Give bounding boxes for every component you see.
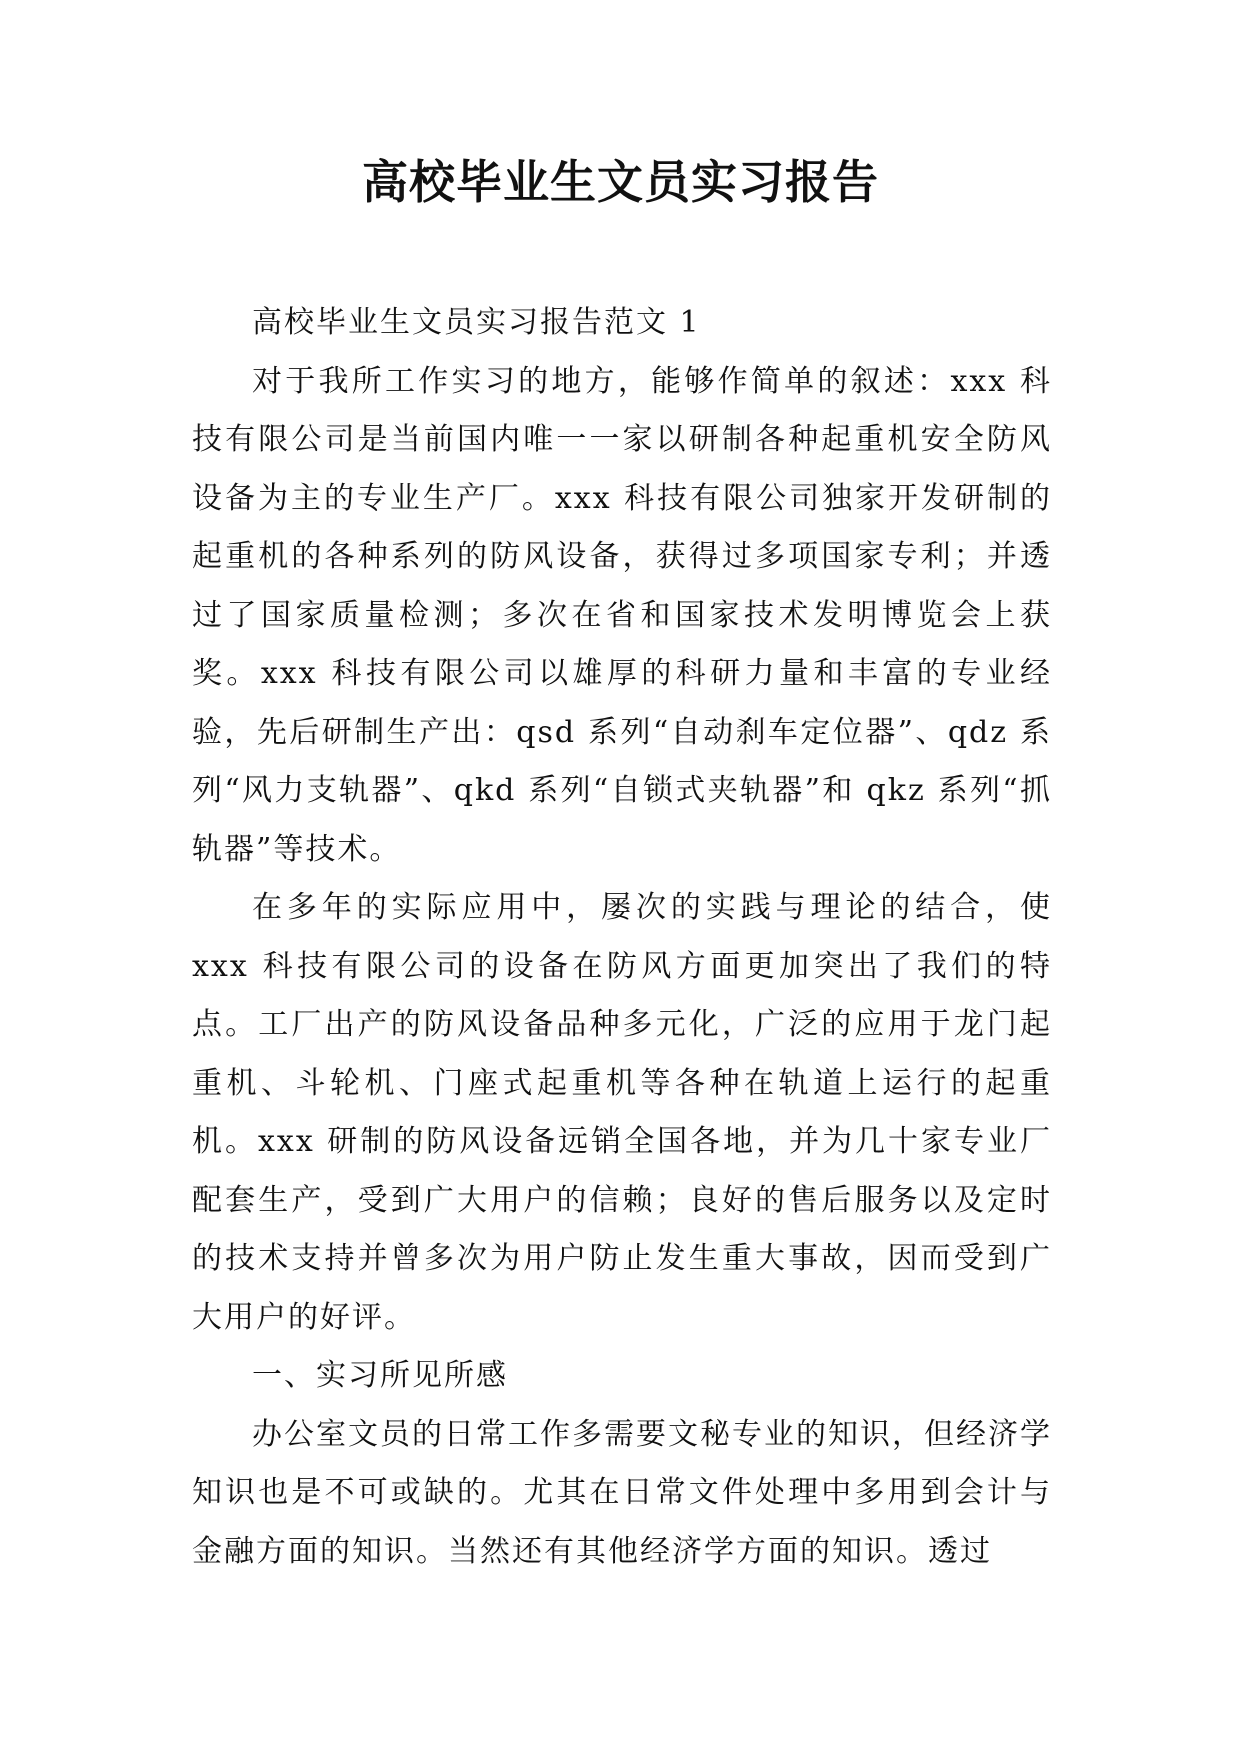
- paragraph-subtitle: 高校毕业生文员实习报告范文 1: [252, 305, 701, 340]
- section-heading: 一、实习所见所感: [252, 1358, 508, 1393]
- paragraph-application: 在多年的实际应用中，屡次的实践与理论的结合，使 xxx 科技有限公司的设备在防风方面更加突出了我们的特点。工厂出产的防风设备品种多元化，广泛的应用于龙门起重机、斗轮机、门座式起重机等各种在轨道上运行的起重机。xxx 研制的防风设备远销全国各地，并为几十家专业厂配套生产，受到广大用户的信赖；良好的售后服务以及定时的技术支持并曾多次为用户防止发生重大事故，因而受到广大用户的好评。: [192, 890, 1052, 1335]
- paragraph-company-intro: 对于我所工作实习的地方，能够作简单的叙述：xxx 科技有限公司是当前国内唯一一家以研制各种起重机安全防风设备为主的专业生产厂。xxx 科技有限公司独家开发研制的起重机的各种系列的防风设备，获得过多项国家专利；并透过了国家质量检测；多次在省和国家技术发明博览会上获奖。xxx 科技有限公司以雄厚的科研力量和丰富的专业经验，先后研制生产出：qsd 系列“自动刹车定位器”、qdz 系列“风力支轨器”、qkd 系列“自锁式夹轨器”和 qkz 系列“抓轨器”等技术。: [192, 363, 1052, 867]
- document-body: [192, 294, 1052, 1581]
- document-title: 高校毕业生文员实习报告: [362, 155, 879, 209]
- paragraph-office-work: 办公室文员的日常工作多需要文秘专业的知识，但经济学知识也是不可或缺的。尤其在日常文件处理中多用到会计与金融方面的知识。当然还有其他经济学方面的知识。透过: [192, 1416, 1052, 1569]
